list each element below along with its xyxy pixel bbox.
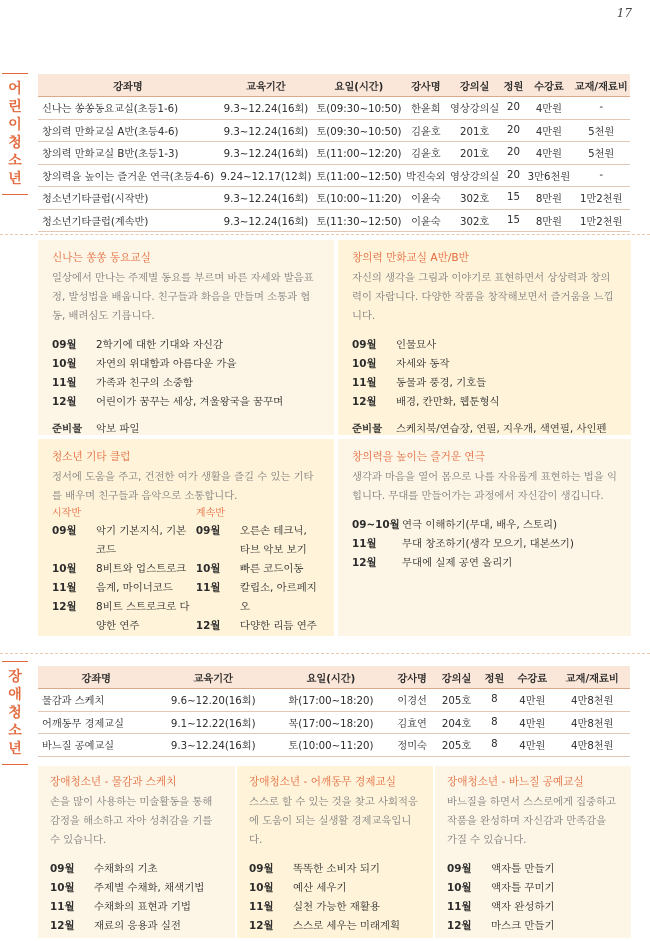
table-cell: 9.24~12.17(12회)	[218, 164, 314, 187]
month-topic: 다양한 리듬 연주	[239, 620, 317, 632]
table-cell: 15	[502, 209, 526, 232]
month-label: 09월	[50, 863, 75, 875]
table-cell: 201호	[448, 119, 502, 142]
box-description: 스스로 할 수 있는 것을 찾고 사회적응에 도움이 되는 실생활 경제교육입니다.	[249, 796, 418, 846]
month-label: 11월	[352, 538, 377, 550]
schedule-item	[249, 879, 421, 898]
box-description: 일상에서 만나는 주제별 동요를 부르며 바른 자세와 발음표 정, 발성법을 배웁니다. 친구들과 화음을 만들며 소통과 협동, 배려심도 기릅니다.	[52, 272, 314, 322]
month-label: 12월	[52, 601, 77, 613]
table-row	[38, 142, 630, 165]
schedule-item	[52, 355, 320, 374]
column-header: 교육기간	[218, 74, 314, 97]
supplies-label: 준비물	[352, 423, 383, 435]
schedule-item	[50, 860, 223, 879]
box-title: 신나는 쏭쏭 동요교실	[52, 252, 151, 264]
table-row	[38, 187, 630, 210]
column-header: 강사명	[390, 666, 434, 689]
schedule-item	[447, 879, 619, 898]
schedule-item	[249, 898, 421, 917]
table-cell: 박진숙외	[404, 164, 448, 187]
section-label-youth	[2, 73, 28, 195]
month-label: 09월	[249, 863, 274, 875]
box-title: 창의력 만화교실 A반/B반	[352, 252, 469, 264]
table-cell: 9.3~12.24(16회)	[155, 734, 272, 757]
table-cell: 청소년기타클럽(시작반)	[38, 187, 218, 210]
table-cell: 302호	[448, 209, 502, 232]
column-header: 요일(시간)	[272, 666, 390, 689]
month-label: 12월	[249, 920, 274, 932]
table-cell: 9.6~12.20(16회)	[155, 689, 272, 712]
table-cell: 20	[502, 142, 526, 165]
column-header: 강사명	[404, 74, 448, 97]
economy-class-box	[237, 766, 433, 938]
month-label: 12월	[195, 620, 221, 632]
table-cell: 1만2천원	[572, 209, 630, 232]
month-label: 11월	[352, 377, 377, 389]
month-label: 11월	[195, 582, 221, 594]
table-cell: 3만6천원	[525, 164, 572, 187]
box-description: 바느질을 하면서 스스로에게 집중하고 작품을 완성하며 자신감과 만족감을 가질 수 있습니다.	[447, 796, 616, 846]
box-title: 장애청소년 - 어깨동무 경제교실	[249, 776, 396, 788]
schedule-item	[352, 516, 617, 535]
month-topic: 8비트와 업스트로크	[96, 563, 187, 575]
month-topic: 음계, 마이너코드	[96, 582, 173, 594]
column-header: 정원	[479, 666, 510, 689]
column-header: 수강료	[510, 666, 554, 689]
month-topic: 무대에 실제 공연 올리기	[402, 557, 513, 569]
table-cell: 201호	[448, 142, 502, 165]
table-cell: 8만원	[525, 209, 572, 232]
table-cell: 이윤숙	[404, 187, 448, 210]
month-label: 11월	[447, 901, 472, 913]
schedule-item	[352, 336, 617, 355]
table-cell: 1만2천원	[572, 187, 630, 210]
table-cell: 토(09:30~10:50)	[314, 119, 404, 142]
schedule-item	[196, 579, 320, 617]
section-divider	[0, 653, 650, 654]
table-cell: 4만8천원	[555, 734, 630, 757]
table-cell: 9.1~12.22(16회)	[155, 711, 272, 734]
month-topic: 재료의 응용과 실전	[94, 920, 181, 932]
table-cell: 화(17:00~18:20)	[272, 689, 390, 712]
month-topic: 똑똑한 소비자 되기	[293, 863, 380, 875]
table-row	[38, 734, 630, 757]
table-cell: 4만원	[510, 689, 554, 712]
column-header: 강좌명	[38, 666, 155, 689]
disabled-youth-schedule-table	[38, 666, 630, 757]
month-topic: 어린이가 꿈꾸는 세상, 겨울왕국을 꿈꾸며	[96, 396, 284, 408]
table-cell: 영상강의실	[448, 97, 502, 120]
schedule-item	[50, 879, 223, 898]
table-cell: 정미숙	[390, 734, 434, 757]
table-cell: 8	[479, 689, 510, 712]
section-label-disabled-youth	[2, 661, 28, 765]
table-cell: 신나는 쏭쏭동요교실(초등1-6)	[38, 97, 218, 120]
month-topic: 자세와 동작	[396, 358, 450, 370]
table-cell: 9.3~12.24(16회)	[218, 119, 314, 142]
supplies-label: 준비물	[52, 423, 83, 435]
schedule-item	[447, 898, 619, 917]
box-description: 자신의 생각을 그림과 이야기로 표현하면서 상상력과 창의력이 자랍니다. 다양한 작품을 창작해보면서 즐거움을 느낍니다.	[352, 272, 614, 322]
month-topic: 마스크 만들기	[491, 920, 555, 932]
box-title: 청소년 기타 클럽	[52, 451, 131, 463]
month-label: 09~10월	[352, 519, 400, 531]
schedule-item	[352, 535, 617, 554]
table-cell: 9.3~12.24(16회)	[218, 209, 314, 232]
month-topic: 예산 세우기	[293, 882, 347, 894]
table-cell: 8	[479, 711, 510, 734]
table-cell: 김윤호	[404, 119, 448, 142]
month-topic: 인물묘사	[396, 339, 437, 351]
table-cell: 8만원	[525, 187, 572, 210]
table-cell: 토(10:00~11:20)	[314, 187, 404, 210]
schedule-item	[352, 554, 617, 573]
youth-schedule-table	[38, 74, 630, 232]
table-cell: 청소년기타클럽(계속반)	[38, 209, 218, 232]
table-cell: 5천원	[572, 142, 630, 165]
month-topic: 배경, 칸만화, 웹툰형식	[396, 396, 500, 408]
month-label: 10월	[195, 563, 221, 575]
guitar-club-box	[38, 439, 334, 636]
month-topic: 수채화의 표현과 기법	[94, 901, 191, 913]
month-topic: 연극 이해하기(무대, 배우, 스토리)	[402, 519, 558, 531]
table-cell: 302호	[448, 187, 502, 210]
table-cell: -	[572, 164, 630, 187]
table-cell: 이경선	[390, 689, 434, 712]
month-topic: 수채화의 기초	[94, 863, 158, 875]
box-title: 창의력을 높이는 즐거운 연극	[352, 451, 485, 463]
column-header: 강의실	[434, 666, 478, 689]
schedule-item	[196, 560, 320, 579]
month-label: 12월	[50, 920, 75, 932]
month-topic: 자연의 위대함과 아름다운 가을	[96, 358, 237, 370]
month-topic: 8비트 스트로크로 다양한 연주	[96, 601, 190, 632]
month-label: 09월	[52, 339, 77, 351]
song-class-box	[38, 240, 334, 435]
table-row	[38, 689, 630, 712]
box-title: 장애청소년 - 바느질 공예교실	[447, 776, 584, 788]
table-cell: 이윤숙	[404, 209, 448, 232]
schedule-item	[352, 393, 617, 412]
table-cell: 한윤희	[404, 97, 448, 120]
table-cell: 20	[502, 164, 526, 187]
schedule-item	[249, 917, 421, 936]
month-label: 10월	[447, 882, 472, 894]
table-cell: 토(11:00~12:20)	[314, 142, 404, 165]
schedule-item	[52, 393, 320, 412]
month-label: 11월	[52, 582, 77, 594]
month-topic: 동물과 풍경, 기호들	[396, 377, 487, 389]
table-cell: 김윤호	[404, 142, 448, 165]
month-topic: 실천 가능한 재활용	[293, 901, 380, 913]
schedule-item	[52, 598, 196, 636]
column-header: 강좌명	[38, 74, 218, 97]
table-cell: 목(17:00~18:20)	[272, 711, 390, 734]
month-topic: 스스로 세우는 미래계획	[293, 920, 400, 932]
supplies-text: 스케치북/연습장, 연필, 지우개, 색연필, 사인펜	[396, 423, 607, 435]
continue-class-label: 계속반	[195, 508, 225, 519]
schedule-item	[447, 860, 619, 879]
column-header: 요일(시간)	[314, 74, 404, 97]
box-title: 장애청소년 - 물감과 스케치	[50, 776, 177, 788]
schedule-item	[196, 617, 320, 636]
schedule-item	[352, 374, 617, 393]
month-label: 11월	[249, 901, 274, 913]
schedule-item	[352, 355, 617, 374]
month-topic: 주제별 수채화, 채색기법	[94, 882, 205, 894]
month-topic: 액자틀 만들기	[491, 863, 555, 875]
table-cell: 9.3~12.24(16회)	[218, 187, 314, 210]
month-label: 11월	[50, 901, 75, 913]
table-cell: 4만8천원	[555, 711, 630, 734]
table-row	[38, 711, 630, 734]
month-topic: 2학기에 대한 기대와 자신감	[96, 339, 223, 351]
month-label: 10월	[52, 563, 77, 575]
section-divider	[0, 234, 650, 235]
start-class-label: 시작반	[52, 508, 81, 519]
table-cell: 4만원	[525, 97, 572, 120]
table-cell: -	[572, 97, 630, 120]
table-cell: 204호	[434, 711, 478, 734]
table-cell: 8	[479, 734, 510, 757]
table-row	[38, 97, 630, 120]
section-label-text: 장애청소년	[8, 669, 22, 757]
month-topic: 오른손 테크닉, 타브 악보 보기	[239, 525, 307, 556]
month-label: 09월	[195, 525, 221, 537]
schedule-item	[52, 522, 196, 560]
cartoon-class-box	[338, 240, 631, 435]
column-header: 교육기간	[155, 666, 272, 689]
table-cell: 4만원	[525, 142, 572, 165]
column-header: 강의실	[448, 74, 502, 97]
table-cell: 15	[502, 187, 526, 210]
month-label: 09월	[352, 339, 377, 351]
box-description: 생각과 마음을 열어 몸으로 나를 자유롭게 표현하는 법을 익힙니다. 무대를 만들어가는 과정에서 자신감이 생깁니다.	[352, 471, 617, 502]
table-cell: 창의력 만화교실 B반(초등1-3)	[38, 142, 218, 165]
supplies-row	[52, 420, 320, 439]
month-topic: 액자 완성하기	[491, 901, 555, 913]
page-number: 17	[616, 6, 632, 20]
table-cell: 영상강의실	[448, 164, 502, 187]
section-label-text: 어린이청소년	[8, 81, 22, 187]
month-label: 12월	[352, 557, 377, 569]
table-cell: 4만8천원	[555, 689, 630, 712]
table-row	[38, 119, 630, 142]
month-label: 10월	[249, 882, 274, 894]
month-label: 10월	[352, 358, 377, 370]
column-header: 교재/재료비	[572, 74, 630, 97]
column-header: 교재/재료비	[555, 666, 630, 689]
table-cell: 토(11:00~12:50)	[314, 164, 404, 187]
month-topic: 악기 기본지식, 기본 코드	[96, 525, 187, 556]
month-topic: 빠른 코드이동	[239, 563, 304, 575]
table-cell: 김효연	[390, 711, 434, 734]
month-topic: 가족과 친구의 소중함	[96, 377, 193, 389]
schedule-item	[50, 917, 223, 936]
table-cell: 토(09:30~10:50)	[314, 97, 404, 120]
table-cell: 어깨동무 경제교실	[38, 711, 155, 734]
month-topic: 무대 창조하기(생각 모으기, 대본쓰기)	[402, 538, 574, 550]
month-topic: 칼립소, 아르페지오	[239, 582, 317, 613]
month-label: 10월	[52, 358, 77, 370]
table-cell: 4만원	[510, 734, 554, 757]
table-cell: 9.3~12.24(16회)	[218, 142, 314, 165]
box-description: 정서에 도움을 주고, 건전한 여가 생활을 즐길 수 있는 기타를 배우며 친구들과 음악으로 소통합니다.	[52, 471, 314, 502]
schedule-item	[196, 522, 320, 560]
schedule-item	[447, 917, 619, 936]
column-header: 정원	[502, 74, 526, 97]
column-header: 수강료	[525, 74, 572, 97]
table-cell: 4만원	[525, 119, 572, 142]
month-label: 12월	[352, 396, 377, 408]
table-cell: 205호	[434, 689, 478, 712]
sewing-class-box	[435, 766, 631, 938]
table-cell: 205호	[434, 734, 478, 757]
table-cell: 20	[502, 97, 526, 120]
schedule-item	[52, 579, 196, 598]
table-cell: 4만원	[510, 711, 554, 734]
schedule-item	[50, 898, 223, 917]
month-label: 12월	[52, 396, 77, 408]
schedule-item	[249, 860, 421, 879]
month-label: 09월	[52, 525, 77, 537]
supplies-text: 악보 파일	[96, 423, 140, 435]
month-label: 11월	[52, 377, 77, 389]
month-label: 12월	[447, 920, 472, 932]
month-label: 10월	[50, 882, 75, 894]
schedule-item	[52, 336, 320, 355]
drama-class-box	[338, 439, 631, 636]
month-topic: 액자틀 꾸미기	[491, 882, 555, 894]
table-cell: 5천원	[572, 119, 630, 142]
table-cell: 물감과 스케치	[38, 689, 155, 712]
paint-class-box	[38, 766, 235, 938]
table-cell: 20	[502, 119, 526, 142]
table-cell: 토(11:30~12:50)	[314, 209, 404, 232]
table-row	[38, 164, 630, 187]
table-cell: 바느질 공예교실	[38, 734, 155, 757]
schedule-item	[52, 560, 196, 579]
table-cell: 창의력을 높이는 즐거운 연극(초등4-6)	[38, 164, 218, 187]
month-label: 09월	[447, 863, 472, 875]
table-cell: 9.3~12.24(16회)	[218, 97, 314, 120]
table-cell: 창의력 만화교실 A반(초등4-6)	[38, 119, 218, 142]
schedule-item	[52, 374, 320, 393]
table-row	[38, 209, 630, 232]
table-cell: 토(10:00~11:20)	[272, 734, 390, 757]
box-description: 손을 많이 사용하는 미술활동을 통해 감정을 해소하고 자아 성취감을 기를 수 있습니다.	[50, 796, 213, 846]
